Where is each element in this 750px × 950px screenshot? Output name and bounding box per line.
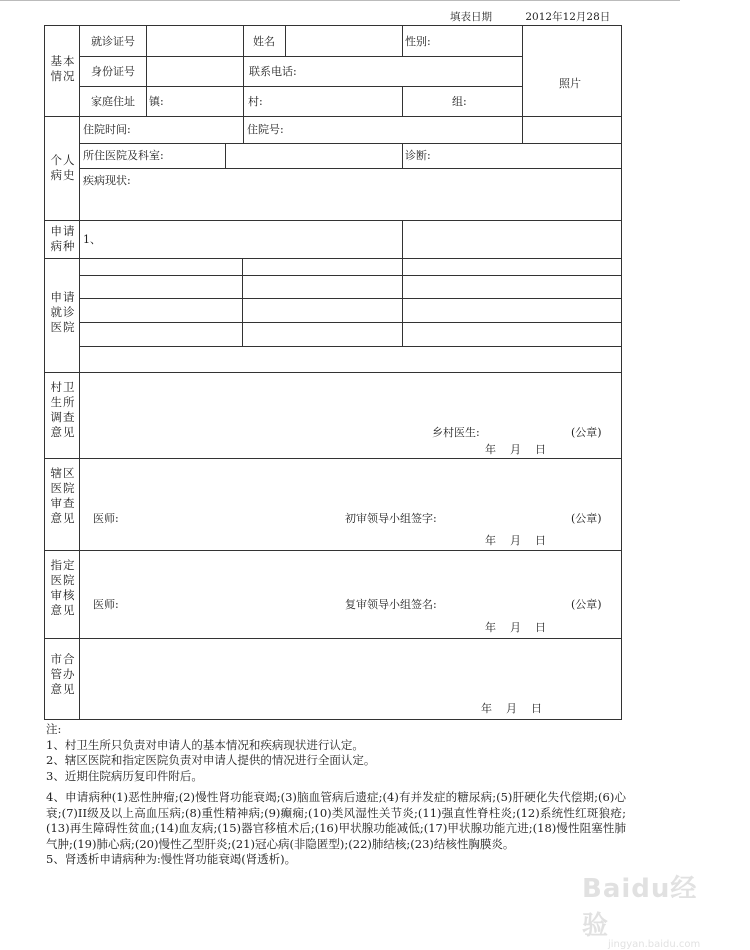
town-label: 镇:: [149, 95, 164, 108]
district-doctor-label: 医师:: [93, 512, 119, 525]
admit-no-label: 住院号:: [247, 123, 284, 136]
basic-section-label: 基本 情况: [50, 54, 76, 83]
note-5: 5、肾透析申请病种为:慢性肾功能衰竭(肾透析)。: [46, 852, 297, 866]
city-date-label: 年 月 日: [481, 702, 542, 715]
note-4: 4、申请病种(1)恶性肿瘤;(2)慢性肾功能衰竭;(3)脑血管病后遗症;(4)有并发症的糖尿病;(5)肝硬化失代偿期;(6)心衰;(7)II级及以上高血压病;(8)重性精神病;(9)癫痫;(10)类风湿性关节炎;(11)强直性脊柱炎;(12)系统性红斑狼疮;(13)再生障碍性贫血;(14)血友病;(15)器官移植术后;(16)甲状腺功能减低;(17)甲状腺功能亢进;(18)慢性阻塞性肺气肿;(19)肺心病;(20)慢性乙型肝炎;(21)冠心病(非隐匿型);(22)肺结核;(23)结核性胸膜炎。: [46, 790, 626, 851]
hospital-dept-label: 所住医院及科室:: [83, 149, 164, 162]
watermark-brand: Baidu经验: [582, 874, 698, 941]
phone-label: 联系电话:: [249, 65, 297, 78]
district-date-label: 年 月 日: [485, 534, 546, 547]
city-section-label: 市合 管办 意见: [50, 652, 76, 696]
disease-item-1: 1、: [83, 233, 101, 246]
top-rule: [0, 0, 680, 1]
hospital-section-label: 申请 就诊 医院: [50, 290, 76, 334]
note-2: 2、辖区医院和指定医院负责对申请人提供的情况进行全面认定。: [46, 753, 376, 767]
disease-section-label: 申请 病种: [50, 224, 76, 253]
visit-card-label: 就诊证号: [91, 35, 135, 48]
group-label: 组:: [452, 95, 467, 108]
note-title: 注:: [46, 722, 62, 736]
note-3: 3、近期住院病历复印件附后。: [46, 768, 203, 783]
district-sign-label: 初审领导小组签字:: [345, 512, 437, 525]
designated-seal-label: (公章): [571, 598, 602, 611]
designated-section-label: 指定 医院 审核 意见: [50, 558, 76, 617]
clinic-section-label: 村卫 生所 调查 意见: [50, 380, 76, 439]
clinic-date-label: 年 月 日: [485, 443, 546, 456]
fill-date-value: 2012年12月28日: [525, 11, 611, 23]
history-section-label: 个人 病史: [50, 153, 76, 182]
fill-date: [450, 9, 630, 24]
address-label: 家庭住址: [91, 95, 135, 108]
status-label: 疾病现状:: [83, 174, 131, 187]
notes: [46, 722, 626, 868]
baidu-watermark: [582, 868, 712, 950]
admit-time-label: 住院时间:: [83, 123, 131, 136]
gender-label: 性别:: [405, 35, 431, 48]
district-section-label: 辖区 医院 审查 意见: [50, 466, 76, 525]
diagnosis-label: 诊断:: [405, 149, 431, 162]
watermark-url: jingyan.baidu.com: [608, 939, 701, 950]
name-label: 姓名: [253, 35, 275, 48]
designated-sign-label: 复审领导小组签名:: [345, 598, 437, 611]
village-label: 村:: [248, 95, 263, 108]
photo-label: 照片: [559, 77, 581, 90]
district-seal-label: (公章): [571, 512, 602, 525]
clinic-doctor-label: 乡村医生:: [432, 426, 480, 439]
clinic-seal-label: (公章): [571, 426, 602, 439]
fill-date-label: 填表日期: [450, 11, 492, 23]
application-form: [44, 25, 622, 720]
id-label: 身份证号: [91, 65, 135, 78]
designated-doctor-label: 医师:: [93, 598, 119, 611]
designated-date-label: 年 月 日: [485, 621, 546, 634]
note-1: 1、村卫生所只负责对申请人的基本情况和疾病现状进行认定。: [46, 737, 364, 752]
